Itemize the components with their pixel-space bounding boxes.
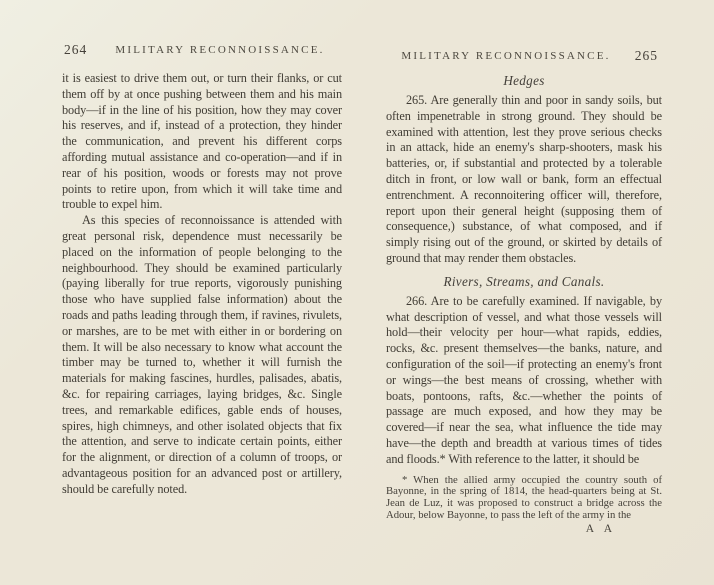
running-header-left [62,44,342,60]
section-heading-rivers-streams-canals: Rivers, Streams, and Canals. [443,273,605,289]
paragraph-266-rivers: 266. Are to be carefully examined. If navigable, by what description of vessel, and what those vessels will hold—their velocity per hour—what rapids, eddies, rocks, &c. present themselves—the banks, nature, and configuration of the soil—if protecting an enemy's front or wings—the best means of crossing, whether with boats, pontoons, rafts, &c.—whether the points of passage are much exposed, and how they may be covered—if near the sea, what influence the tide may have—the depth and breadth at various times of tides and floods.* With reference to the latter, it should be [386,293,662,466]
body-text-left [62,71,342,498]
footnote-bayonne [386,475,662,523]
section-body-rivers [386,294,662,468]
section-heading-hedges: Hedges [503,73,545,88]
section-body-hedges [386,93,662,267]
running-header-title-right: MILITARY RECONNOISSANCE. [401,50,611,62]
page-number-right: 265 [634,48,658,63]
paragraph-265-hedges: 265. Are generally thin and poor in sandy soils, but often impenetrable in strong ground. They should be examined with attention, lest they prove serious checks in an attack, hide an enemy's sharp-shooters, mask his batteries, or, if substantial and protected by a tolerable ditch in front, or low wall or bank, form an effectual entrenchment. A reconnoitering officer will, therefore, report upon their general height (supposing them of consequence,) substance, of what composed, and if simply rising out of the ground, or skirted by details of ground that may render them obstacles. [386,93,662,265]
paragraph-continuation: it is easiest to drive them out, or turn their flanks, or cut them off by at once pushing between them and his main body—if in the line of his position, how they may cover his reserves, and if, instead of a protection, they hinder the communication, and prevent his different corps affording mutual assistance and co-operation—and if in rear of his position, woods or forests may not prove points to retire upon, from which it will take time and trouble to expel him. [62,71,342,212]
running-header-title-left: MILITARY RECONNOISSANCE. [115,44,325,56]
running-header-right [386,50,662,66]
page-number-left: 264 [64,42,88,57]
page-264 [62,0,342,498]
printers-signature-mark: A A [585,523,616,536]
paragraph-reconnoissance-risk: As this species of reconnoissance is attended with great personal risk, dependence must necessarily be placed on the information of people belonging to the neighbourhood. They should be examined particularly (paying liberally for true reports, vigorously punishing those who have supplied false information) about the roads and paths leading through them, if ravines, rivulets, or marshes, are to be met with either in or bordering on them. It will be also necessary to know what account the timber may be turned to, whether it will furnish the materials for making fascines, hurdles, palisades, abatis, &c. for repairing carriages, laying bridges, &c. Single trees, and remarkable edifices, gable ends of houses, spires, high chimneys, and other isolated objects that fix the attention, and serve to indicate certain points, either for the alignment, or direction of a column of troops, or advantageous position for an advanced post or artillery, should be carefully noted. [62,213,342,496]
footnote-text: * When the allied army occupied the country south of Bayonne, in the spring of 1814, the head-quarters being at St. Jean de Luz, it was proposed to construct a bridge across the Adour, below Bayonne, to pass the left of the army in the [386,473,662,522]
page-265 [386,0,662,535]
